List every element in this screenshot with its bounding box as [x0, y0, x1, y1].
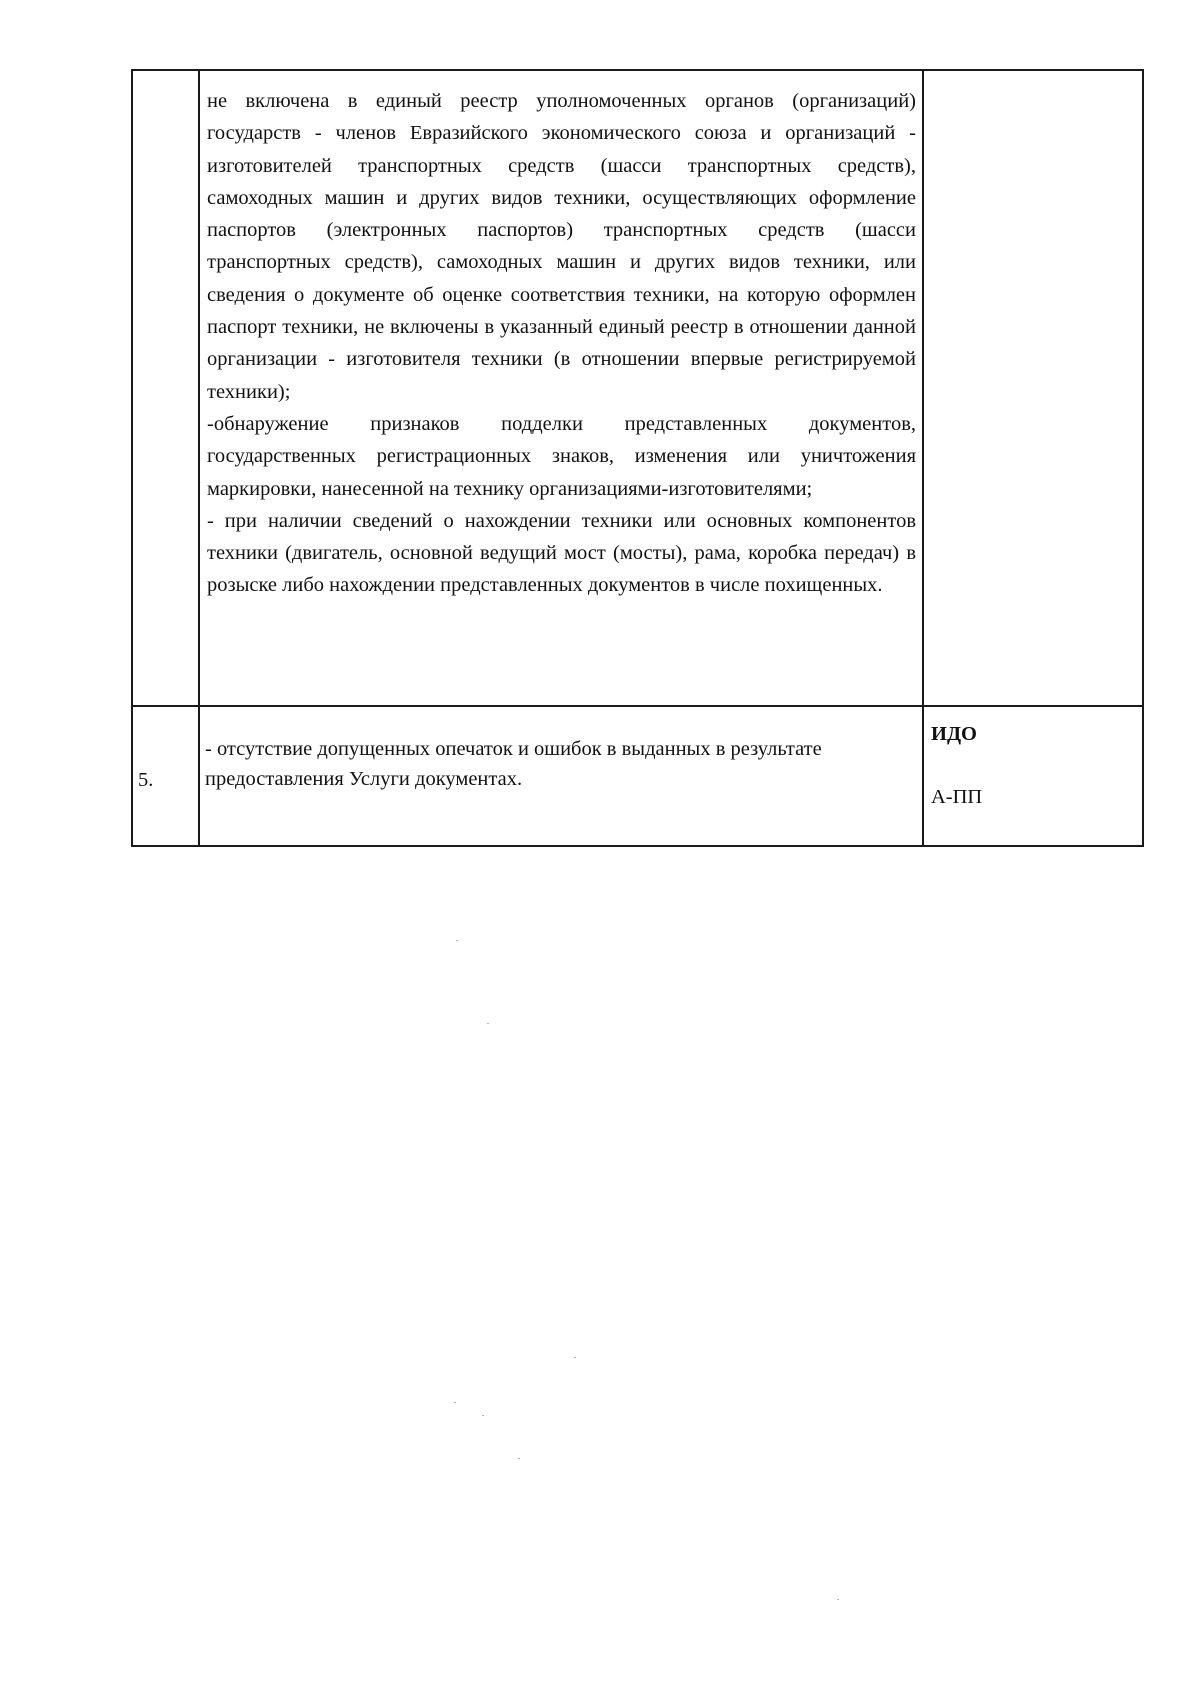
row-number-cell: [132, 706, 199, 846]
scan-speck: [482, 1415, 484, 1416]
row-number: [133, 71, 198, 131]
scan-speck: [456, 940, 458, 941]
scan-speck: [574, 1357, 576, 1358]
criterion-paragraph: - при наличии сведений о нахождении техники или основных компонентов техники (двигатель, основной ведущий мост (мосты), рама, коробка передач) в розыске либо нахождении представленных документов в числе похищенных.: [207, 509, 916, 597]
criterion-paragraph: не включена в единый реестр уполномоченных органов (организаций) государств - членов Евразийского экономического союза и организаций - изготовителей транспортных средств (шасси транспортных средств), самоходных машин и других видов техники, осуществляющих оформление паспортов (электронных паспортов) транспортных средств (шасси транспортных средств), самоходных машин и других видов техники, или сведения о документе об оценке соответствия техники, на которую оформлен паспорт техники, не включены в указанный единый реестр в отношении данной организации - изготовителя техники (в отношении впервые регистрируемой техники);: [207, 90, 916, 403]
row-text-cell: [199, 706, 923, 846]
criterion-paragraph: -обнаружение признаков подделки представленных документов, государственных регистрационных знаков, изменения или уничтожения маркировки, нанесенной на технику организациями-изготовителями;: [207, 412, 916, 500]
scan-speck: [487, 1023, 489, 1024]
row-number: 5.: [138, 769, 154, 791]
criteria-table: [131, 69, 1144, 847]
row-code-cell: [923, 70, 1143, 706]
scan-speck: [518, 1458, 520, 1459]
table-row: [132, 706, 1143, 846]
scan-speck: [837, 1599, 839, 1600]
row-code-cell: [923, 706, 1143, 846]
code-secondary: А-ПП: [931, 786, 983, 808]
scan-speck: [454, 1402, 456, 1403]
table-row: [132, 70, 1143, 706]
criterion-paragraph: - отсутствие допущенных опечаток и ошибок в выданных в результате предоставления Услуги документах.: [205, 738, 822, 790]
code-primary: ИДО: [931, 723, 977, 745]
row-text-cell: [199, 70, 923, 706]
row-number-cell: [132, 70, 199, 706]
